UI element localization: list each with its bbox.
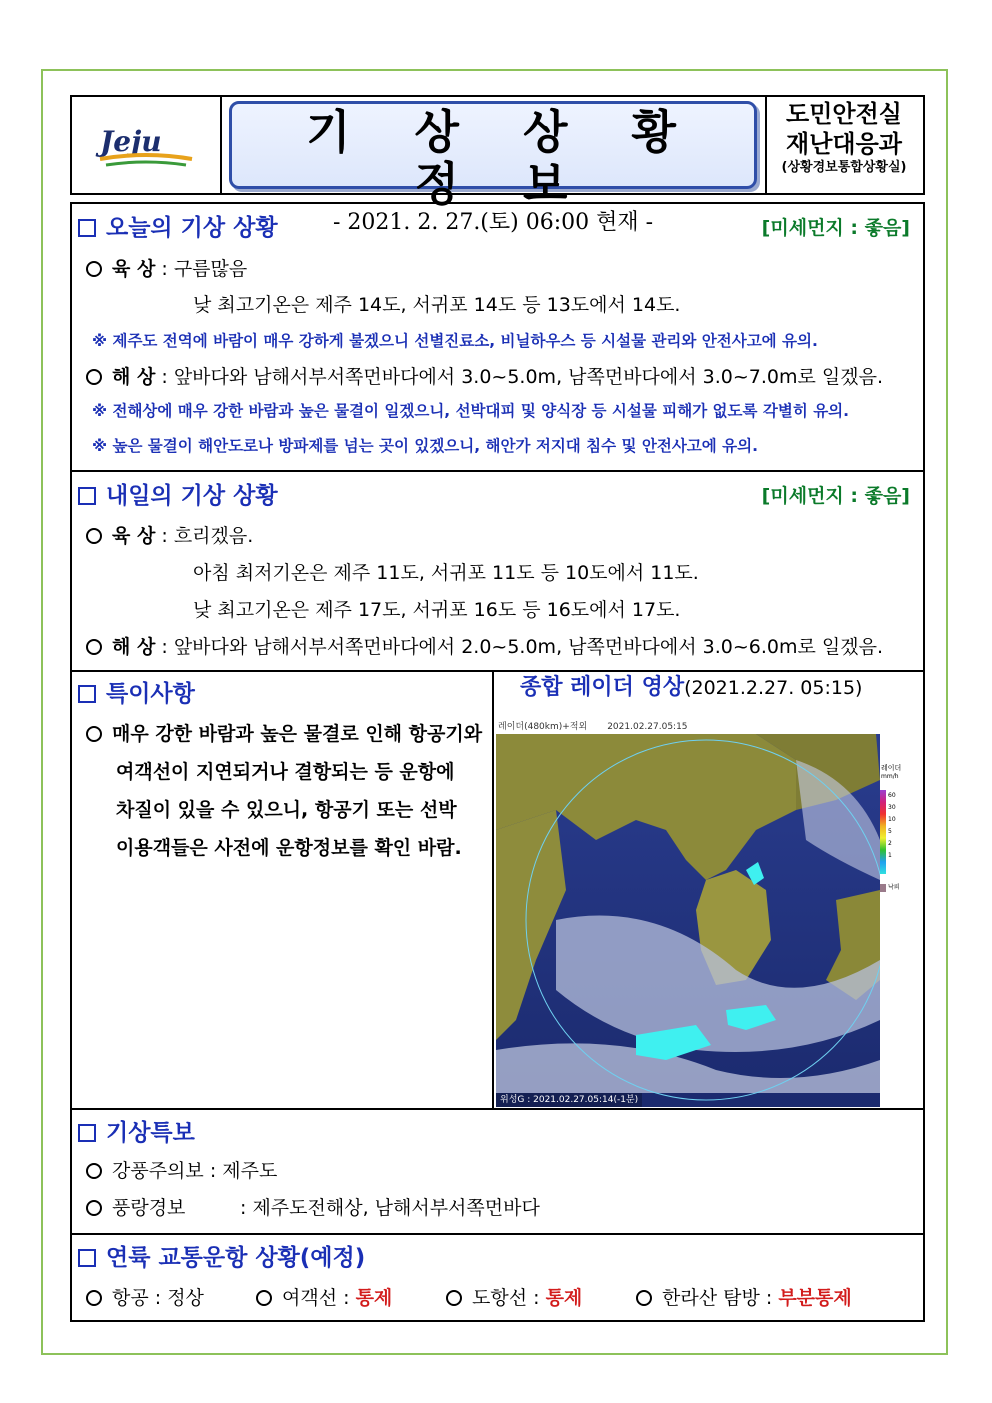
circle-bullet-icon <box>86 1200 102 1216</box>
today-note-1: ※ 제주도 전역에 바람이 매우 강하게 불겠으니 선별진료소, 비닐하우스 등 시설물 관리와 안전사고에 유의. <box>92 332 818 350</box>
page-title: 기 상 상 황 정 보 <box>306 105 700 211</box>
jeju-logo-graphic <box>86 115 206 175</box>
circle-bullet-icon <box>86 1290 102 1306</box>
checkbox-square-icon <box>78 685 96 703</box>
lightning-marker-icon <box>880 884 886 892</box>
section-divider <box>71 1233 924 1235</box>
department-block <box>766 97 922 193</box>
radar-image <box>496 720 904 1107</box>
today-note-3: ※ 높은 물결이 해안도로나 방파제를 넘는 곳이 있겠으니, 해안가 저지대 침수 및 안전사고에 유의. <box>92 437 758 455</box>
traffic-item-ferry: 여객선 : 통제 <box>256 1284 392 1312</box>
column-divider <box>492 671 494 1108</box>
radar-legend <box>880 734 904 1107</box>
jeju-logo <box>72 97 220 193</box>
section-divider <box>71 470 924 472</box>
section-divider <box>71 1108 924 1110</box>
traffic-section-title: 연륙 교통운항 상황(예정) <box>78 1243 365 1273</box>
circle-bullet-icon <box>636 1290 652 1306</box>
tomorrow-dust-status: [미세먼지 : 좋음] <box>761 485 910 507</box>
checkbox-square-icon <box>78 1124 96 1142</box>
dept-office: (상황경보통합상황실) <box>781 160 907 175</box>
tomorrow-max-temp: 낮 최고기온은 제주 17도, 서귀포 16도 등 16도에서 17도. <box>193 599 681 621</box>
tomorrow-sea-row: 해 상 : 앞바다와 남해서부서쪽먼바다에서 2.0~5.0m, 남쪽먼바다에서 3.0~6.0m로 일겠음. <box>86 633 883 661</box>
special-line-2: 여객선이 지연되거나 결항되는 등 운항에 <box>116 761 455 783</box>
warning-item: 강풍주의보 : 제주도 <box>86 1157 277 1185</box>
traffic-item-hallasan: 한라산 탐방 : 부분통제 <box>636 1284 852 1312</box>
legend-lightning: 낙뢰 <box>888 884 900 891</box>
warnings-section-title: 기상특보 <box>78 1118 195 1148</box>
section-divider <box>71 670 924 672</box>
warning-item: 풍랑경보 : 제주도전해상, 남해서부서쪽먼바다 <box>86 1194 540 1222</box>
radar-time: (2021.2.27. 05:15) <box>684 677 863 699</box>
today-land-row: 육 상 : 구름많음 <box>86 255 247 283</box>
circle-bullet-icon <box>86 261 102 277</box>
traffic-item-air: 항공 : 정상 <box>86 1284 204 1312</box>
circle-bullet-icon <box>256 1290 272 1306</box>
checkbox-square-icon <box>78 487 96 505</box>
legend-unit: mm/h <box>881 773 899 780</box>
checkbox-square-icon <box>78 1249 96 1267</box>
legend-title: 레이더 <box>881 764 902 772</box>
title-banner <box>229 101 757 235</box>
tomorrow-section-title: 내일의 기상 상황 <box>78 481 278 511</box>
checkbox-square-icon <box>78 219 96 237</box>
today-dust-status: [미세먼지 : 좋음] <box>761 217 910 239</box>
header-divider <box>220 96 222 194</box>
radar-satellite-time: 위성G : 2021.02.27.05:14(-1분) <box>496 1093 642 1107</box>
circle-bullet-icon <box>446 1290 462 1306</box>
radar-map-graphic <box>496 720 904 1107</box>
logo-text: Jeju <box>100 125 162 158</box>
tomorrow-land-row: 육 상 : 흐리겠음. <box>86 522 253 550</box>
dept-division: 재난대응과 <box>786 130 902 158</box>
dept-name: 도민안전실 <box>786 100 902 128</box>
circle-bullet-icon <box>86 1163 102 1179</box>
radar-header-bar: 레이더(480km)+적외 2021.02.27.05:15 <box>496 720 904 734</box>
today-land-temp: 낮 최고기온은 제주 14도, 서귀포 14도 등 13도에서 14도. <box>193 294 681 316</box>
circle-bullet-icon <box>86 369 102 385</box>
radar-title: 종합 레이더 영상(2021.2.27. 05:15) <box>520 675 863 700</box>
special-line-1: 매우 강한 바람과 높은 물결로 인해 항공기와 <box>86 720 482 748</box>
circle-bullet-icon <box>86 528 102 544</box>
circle-bullet-icon <box>86 639 102 655</box>
circle-bullet-icon <box>86 726 102 742</box>
today-note-2: ※ 전해상에 매우 강한 바람과 높은 물결이 일겠으니, 선박대피 및 양식장 등 시설물 피해가 없도록 각별히 유의. <box>92 402 850 420</box>
special-line-3: 차질이 있을 수 있으니, 항공기 또는 선박 <box>116 799 457 821</box>
special-line-4: 이용객들은 사전에 운항정보를 확인 바람. <box>116 837 462 859</box>
traffic-item-island-ferry: 도항선 : 통제 <box>446 1284 582 1312</box>
report-datetime: - 2021. 2. 27.(토) 06:00 현재 - <box>332 210 654 235</box>
legend-values: 60 30 10 5 2 1 <box>888 792 896 859</box>
today-section-title: 오늘의 기상 상황 <box>78 213 278 243</box>
special-section-title: 특이사항 <box>78 679 195 709</box>
legend-color-bar <box>880 790 886 874</box>
today-sea-row: 해 상 : 앞바다와 남해서부서쪽먼바다에서 3.0~5.0m, 남쪽먼바다에서 3.0~7.0m로 일겠음. <box>86 363 883 391</box>
tomorrow-min-temp: 아침 최저기온은 제주 11도, 서귀포 11도 등 10도에서 11도. <box>193 562 699 584</box>
